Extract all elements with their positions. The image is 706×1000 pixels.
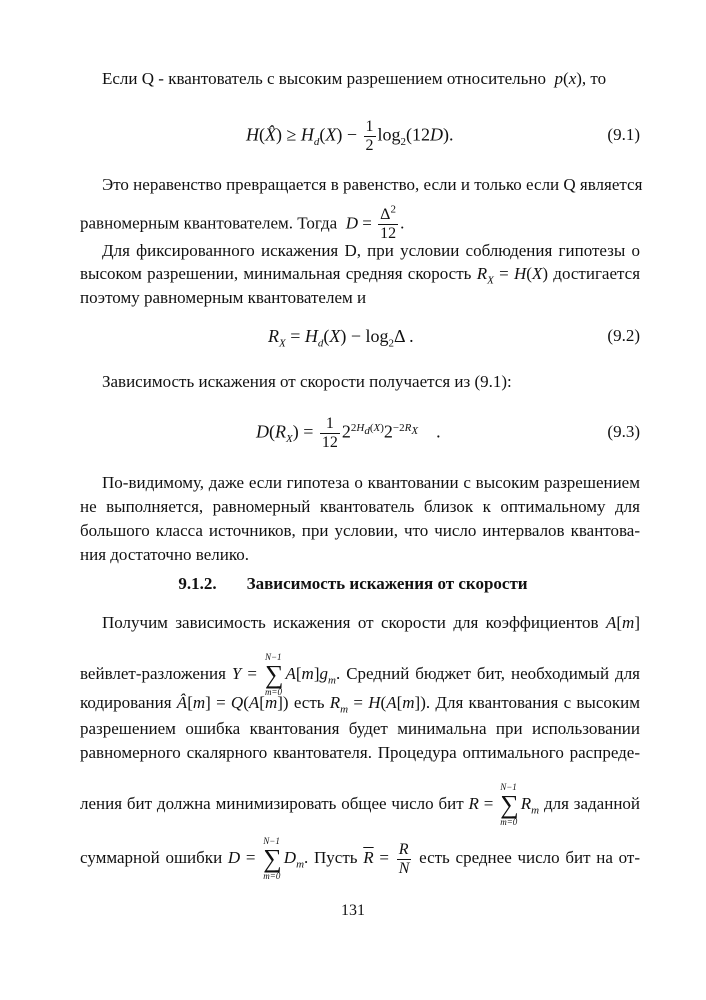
paragraph-line: высоком разрешении, минимальная средняя скорость $R_X = H(X)$ достигается [80,264,641,287]
paragraph-line: большого класса источников, при условии, что число интервалов квантова- [80,521,640,540]
section-heading [0,574,706,594]
equation-number-9-1: (9.1) [607,125,640,144]
section-title: Зависимость искажения от скорости [246,574,528,593]
equation-9-2: $R_X = H_d(X) - \log_2\Delta$ . [268,326,414,350]
paragraph-line: Это неравенство превращается в равенство, если и только если Q является [102,175,643,194]
equation-9-3: $D(R_X)$ = $\frac{1}{12}$ $2^{2H_d(X)}2^{-2R_X}$ . [256,415,441,451]
paragraph-intro: Если Q - квантователь с высоким разрешением относительно p(x), то [102,69,607,88]
paragraph-line: вейвлет-разложения Y = N−1 ∑ m=0 $A[m]g_m$. Средний бюджет бит, необходимый для [80,652,641,697]
equation-9-1: H(X̂) ≥ $H_d(X)$ − $\frac{1}{2}$ $\log_2(12D)$. [246,118,454,154]
page-number: 131 [341,902,365,919]
paragraph-line: разрешением ошибка квантования будет минимальна при использовании [80,719,640,738]
paragraph-line: кодирования Â[m] = Q(A[m]) есть $R_m = H(A[m])$. Для квантования с высоким [80,693,641,716]
section-number: 9.1.2. [178,574,217,593]
equation-number-9-2: (9.2) [607,326,640,345]
paragraph-line: ния достаточно велико. [80,545,249,564]
intro-text: Если Q - квантователь с высоким разрешением относительно [102,69,547,88]
paragraph-line: не выполняется, равномерный квантователь близок к оптимальному для [80,497,640,516]
paragraph-line: ления бит должна минимизировать общее число бит R = N−1 ∑ m=0 $R_m$ для заданной [80,782,641,827]
paragraph-line: поэтому равномерным квантователем и [80,288,367,307]
paragraph-line: Для фиксированного искажения D, при условии соблюдения гипотезы о [102,241,640,260]
paragraph-line: суммарной ошибки D = N−1 ∑ m=0 $D_m$. Пусть $\overline{R}$ = $\frac{R}{N}$ есть среднее число бит на от- [80,836,641,881]
paragraph-line: Зависимость искажения от скорости получается из (9.1): [102,372,512,391]
paragraph-line: По-видимому, даже если гипотеза о квантовании с высоким разрешением [102,473,640,492]
paragraph-line: Получим зависимость искажения от скорости для коэффициентов A[m] [102,613,640,632]
paragraph-line: равномерного скалярного квантователя. Процедура оптимального распреде- [80,743,640,762]
equation-number-9-3: (9.3) [607,422,640,441]
paragraph-line: равномерным квантователем. Тогда D = $\frac{\Delta^2}{12}$ . [80,203,405,242]
